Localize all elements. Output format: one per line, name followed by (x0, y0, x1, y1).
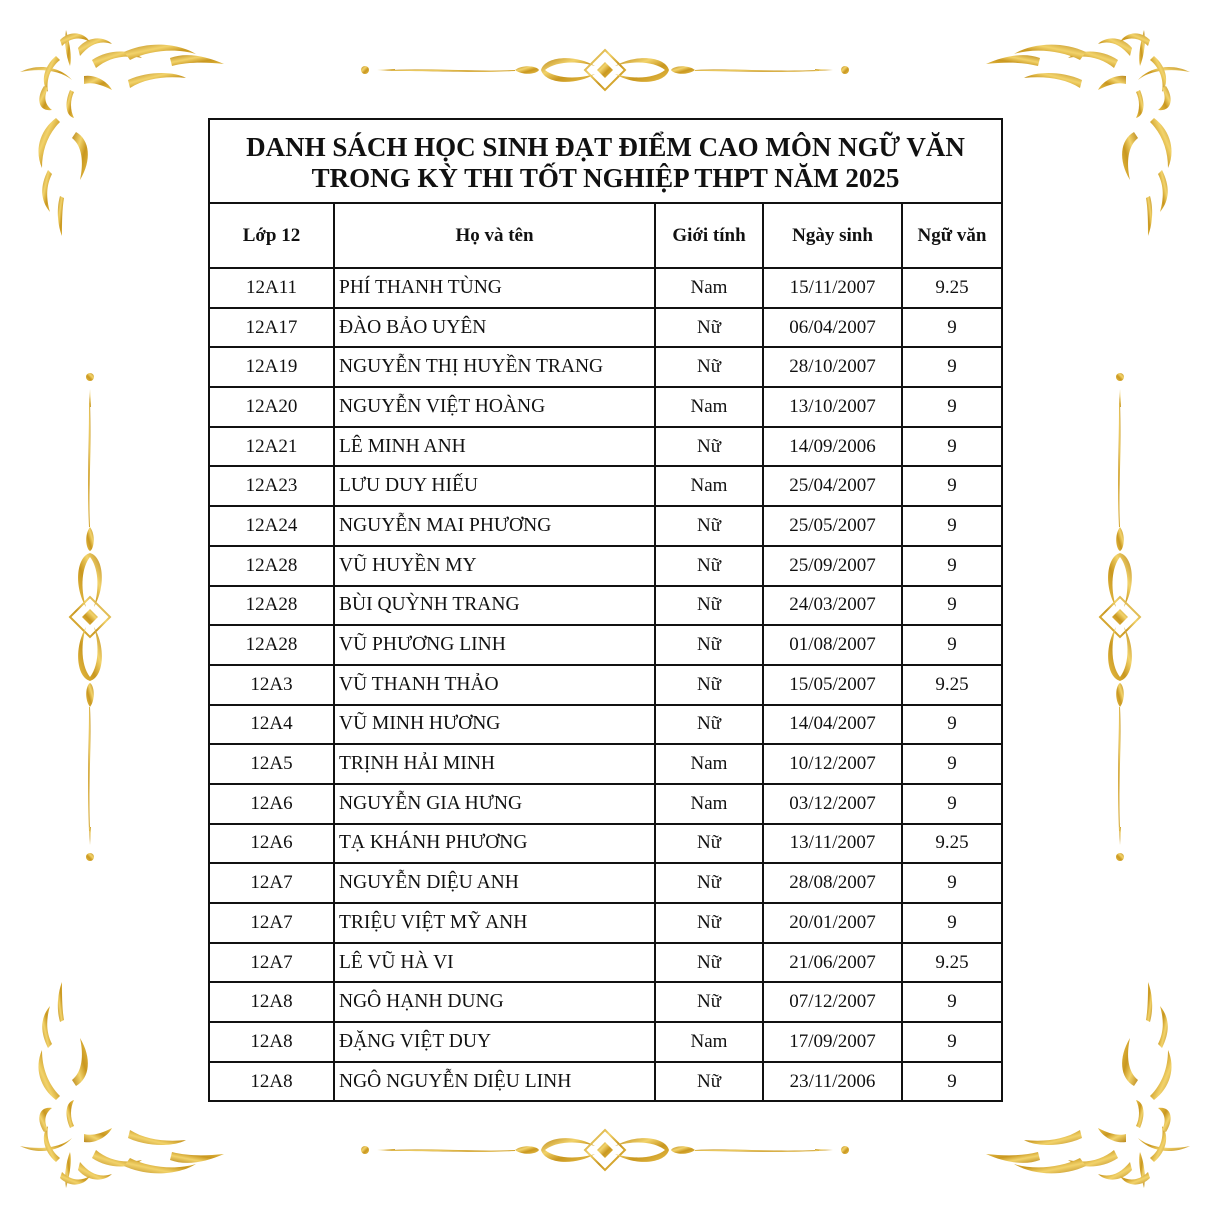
cell-name: LÊ VŨ HÀ VI (334, 943, 655, 983)
cell-dob: 15/11/2007 (763, 268, 902, 308)
cell-score: 9 (902, 347, 1002, 387)
cell-gender: Nam (655, 744, 763, 784)
cell-class: 12A11 (209, 268, 334, 308)
table-row (209, 665, 1002, 705)
cell-gender: Nữ (655, 943, 763, 983)
table-title (209, 119, 1002, 203)
title-row (209, 119, 1002, 203)
cell-dob: 01/08/2007 (763, 625, 902, 665)
cell-score: 9 (902, 427, 1002, 467)
cell-score: 9 (902, 625, 1002, 665)
cell-name: VŨ HUYỀN MY (334, 546, 655, 586)
cell-dob: 07/12/2007 (763, 982, 902, 1022)
cell-gender: Nữ (655, 824, 763, 864)
cell-gender: Nữ (655, 1062, 763, 1102)
cell-class: 12A21 (209, 427, 334, 467)
cell-dob: 28/10/2007 (763, 347, 902, 387)
cell-class: 12A17 (209, 308, 334, 348)
cell-dob: 14/09/2006 (763, 427, 902, 467)
cell-gender: Nam (655, 784, 763, 824)
table-row (209, 982, 1002, 1022)
cell-name: PHÍ THANH TÙNG (334, 268, 655, 308)
cell-class: 12A8 (209, 982, 334, 1022)
cell-gender: Nữ (655, 863, 763, 903)
table-row (209, 705, 1002, 745)
cell-dob: 14/04/2007 (763, 705, 902, 745)
cell-dob: 13/10/2007 (763, 387, 902, 427)
cell-dob: 25/05/2007 (763, 506, 902, 546)
cell-gender: Nam (655, 466, 763, 506)
table-row (209, 308, 1002, 348)
header-row (209, 203, 1002, 268)
cell-score: 9 (902, 903, 1002, 943)
cell-name: NGUYỄN DIỆU ANH (334, 863, 655, 903)
horizontal-divider-bottom-icon (355, 1122, 855, 1178)
table-row (209, 784, 1002, 824)
cell-score: 9 (902, 863, 1002, 903)
cell-class: 12A20 (209, 387, 334, 427)
cell-score: 9 (902, 1062, 1002, 1102)
table-row (209, 387, 1002, 427)
cell-dob: 17/09/2007 (763, 1022, 902, 1062)
cell-name: BÙI QUỲNH TRANG (334, 586, 655, 626)
table-row (209, 427, 1002, 467)
table-row (209, 625, 1002, 665)
table-row (209, 586, 1002, 626)
cell-gender: Nữ (655, 347, 763, 387)
cell-score: 9.25 (902, 824, 1002, 864)
cell-score: 9.25 (902, 268, 1002, 308)
cell-name: NGÔ NGUYỄN DIỆU LINH (334, 1062, 655, 1102)
cell-gender: Nữ (655, 625, 763, 665)
cell-gender: Nữ (655, 903, 763, 943)
student-list-table-container (208, 118, 1001, 1102)
column-header-name: Họ và tên (334, 203, 655, 268)
cell-gender: Nữ (655, 308, 763, 348)
cell-gender: Nữ (655, 665, 763, 705)
cell-dob: 21/06/2007 (763, 943, 902, 983)
student-list-table (208, 118, 1003, 1102)
cell-dob: 20/01/2007 (763, 903, 902, 943)
cell-name: NGUYỄN MAI PHƯƠNG (334, 506, 655, 546)
column-header-class: Lớp 12 (209, 203, 334, 268)
cell-score: 9 (902, 308, 1002, 348)
cell-name: ĐẶNG VIỆT DUY (334, 1022, 655, 1062)
table-row (209, 824, 1002, 864)
column-header-gender: Giới tính (655, 203, 763, 268)
cell-name: TRỊNH HẢI MINH (334, 744, 655, 784)
cell-score: 9.25 (902, 665, 1002, 705)
cell-dob: 10/12/2007 (763, 744, 902, 784)
cell-class: 12A7 (209, 903, 334, 943)
cell-dob: 24/03/2007 (763, 586, 902, 626)
cell-gender: Nữ (655, 506, 763, 546)
cell-class: 12A6 (209, 784, 334, 824)
cell-name: NGUYỄN THỊ HUYỀN TRANG (334, 347, 655, 387)
cell-class: 12A28 (209, 586, 334, 626)
cell-gender: Nam (655, 387, 763, 427)
table-row (209, 1022, 1002, 1062)
cell-class: 12A7 (209, 943, 334, 983)
cell-class: 12A28 (209, 625, 334, 665)
cell-class: 12A19 (209, 347, 334, 387)
cell-gender: Nữ (655, 427, 763, 467)
cell-gender: Nữ (655, 705, 763, 745)
title-line-2: TRONG KỲ THI TỐT NGHIỆP THPT NĂM 2025 (311, 163, 900, 193)
cell-score: 9 (902, 705, 1002, 745)
cell-class: 12A3 (209, 665, 334, 705)
cell-class: 12A23 (209, 466, 334, 506)
cell-class: 12A24 (209, 506, 334, 546)
cell-gender: Nam (655, 268, 763, 308)
column-header-dob: Ngày sinh (763, 203, 902, 268)
cell-score: 9 (902, 387, 1002, 427)
cell-class: 12A6 (209, 824, 334, 864)
cell-class: 12A28 (209, 546, 334, 586)
vertical-divider-left-icon (62, 367, 118, 867)
horizontal-divider-top-icon (355, 42, 855, 98)
cell-class: 12A8 (209, 1022, 334, 1062)
cell-dob: 13/11/2007 (763, 824, 902, 864)
cell-score: 9 (902, 744, 1002, 784)
cell-name: NGÔ HẠNH DUNG (334, 982, 655, 1022)
cell-score: 9 (902, 586, 1002, 626)
table-row (209, 863, 1002, 903)
table-row (209, 466, 1002, 506)
cell-name: NGUYỄN VIỆT HOÀNG (334, 387, 655, 427)
table-row (209, 744, 1002, 784)
cell-name: NGUYỄN GIA HƯNG (334, 784, 655, 824)
table-row (209, 903, 1002, 943)
cell-class: 12A4 (209, 705, 334, 745)
cell-dob: 06/04/2007 (763, 308, 902, 348)
vertical-divider-right-icon (1092, 367, 1148, 867)
cell-gender: Nam (655, 1022, 763, 1062)
column-header-score: Ngữ văn (902, 203, 1002, 268)
cell-name: LƯU DUY HIẾU (334, 466, 655, 506)
cell-name: VŨ THANH THẢO (334, 665, 655, 705)
table-row (209, 1062, 1002, 1102)
cell-score: 9 (902, 982, 1002, 1022)
cell-score: 9 (902, 466, 1002, 506)
table-row (209, 268, 1002, 308)
cell-dob: 15/05/2007 (763, 665, 902, 705)
cell-dob: 03/12/2007 (763, 784, 902, 824)
cell-class: 12A7 (209, 863, 334, 903)
cell-name: TRIỆU VIỆT MỸ ANH (334, 903, 655, 943)
cell-dob: 28/08/2007 (763, 863, 902, 903)
cell-name: ĐÀO BẢO UYÊN (334, 308, 655, 348)
table-row (209, 943, 1002, 983)
cell-dob: 25/09/2007 (763, 546, 902, 586)
cell-score: 9 (902, 784, 1002, 824)
cell-score: 9 (902, 546, 1002, 586)
cell-dob: 25/04/2007 (763, 466, 902, 506)
table-row (209, 506, 1002, 546)
table-row (209, 546, 1002, 586)
cell-gender: Nữ (655, 546, 763, 586)
cell-score: 9 (902, 506, 1002, 546)
title-line-1: DANH SÁCH HỌC SINH ĐẠT ĐIỂM CAO MÔN NGỮ VĂN (246, 132, 965, 162)
cell-name: VŨ PHƯƠNG LINH (334, 625, 655, 665)
cell-name: TẠ KHÁNH PHƯƠNG (334, 824, 655, 864)
cell-class: 12A5 (209, 744, 334, 784)
cell-name: VŨ MINH HƯƠNG (334, 705, 655, 745)
table-row (209, 347, 1002, 387)
cell-score: 9.25 (902, 943, 1002, 983)
cell-class: 12A8 (209, 1062, 334, 1102)
cell-gender: Nữ (655, 982, 763, 1022)
cell-name: LÊ MINH ANH (334, 427, 655, 467)
cell-dob: 23/11/2006 (763, 1062, 902, 1102)
cell-score: 9 (902, 1022, 1002, 1062)
cell-gender: Nữ (655, 586, 763, 626)
